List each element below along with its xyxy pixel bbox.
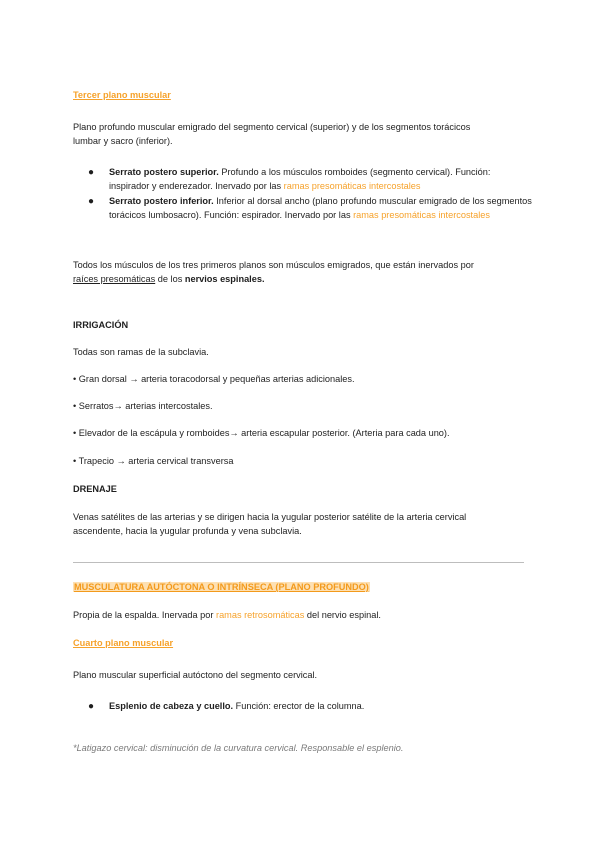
summary-mid: de los <box>155 274 185 285</box>
irrigation-intro: Todas son ramas de la subclavia. <box>73 347 209 357</box>
bullet-icon: ● <box>88 195 95 207</box>
irrigation-heading: IRRIGACIÓN <box>73 320 129 330</box>
section3-intro <box>73 120 533 149</box>
bullet-text: Inferior al dorsal ancho (plano profundo muscular emigrado de los segmentos torácicos lumbosacro). Función: espirador. Inervado por las <box>109 195 532 220</box>
deep-musculature-text <box>73 608 533 622</box>
deep-musculature-heading <box>73 580 533 594</box>
list-item <box>88 194 533 223</box>
summary-line: Todos los músculos de los tres primeros planos son músculos emigrados, que están inervados por <box>73 260 474 270</box>
bullet-title: Esplenio de cabeza y cuello. <box>109 701 234 711</box>
section3-summary <box>73 258 533 287</box>
deep-text-highlight: ramas retrosomáticas <box>216 610 305 620</box>
drainage-line: ascendente, hacia la yugular profunda y vena subclavia. <box>73 526 302 537</box>
footnote: *Latigazo cervical: disminución de la curvatura cervical. Responsable el esplenio. <box>73 743 404 753</box>
bullet-text: Función: erector de la columna. <box>233 701 365 711</box>
bullet-icon: ● <box>88 701 95 712</box>
bullet-title: Serrato postero superior. <box>109 167 219 177</box>
intro-line: lumbar y sacro (inferior). <box>73 136 173 147</box>
section4-bullet-list <box>88 699 533 713</box>
bullet-highlight: ramas presomáticas intercostales <box>353 209 490 220</box>
bullet-text: Profundo a los músculos romboides (segmento cervical). Función: inspirador y enderezador. Inervado por las <box>109 167 491 192</box>
section4-intro: Plano muscular superficial autóctono del segmento cervical. <box>73 670 318 680</box>
summary-link: raíces presomáticas <box>73 274 156 285</box>
deep-text-post: del nervio espinal. <box>304 610 381 620</box>
drainage-text <box>73 510 533 539</box>
heading-text: Tercer plano muscular <box>73 90 171 100</box>
bullet-icon: ● <box>88 167 95 178</box>
highlighted-heading: MUSCULATURA AUTÓCTONA O INTRÍNSECA (PLANO PROFUNDO) <box>74 582 369 592</box>
irrigation-item: • Gran dorsal → arteria toracodorsal y pequeñas arterias adicionales. <box>73 374 355 384</box>
intro-line: Plano profundo muscular emigrado del segmento cervical (superior) y de los segmentos torácicos <box>73 122 471 132</box>
summary-line <box>73 272 533 286</box>
section-heading-cuarto-plano <box>73 636 533 650</box>
deep-text-pre: Propia de la espalda. Inervada por <box>73 610 217 620</box>
horizontal-divider <box>73 562 524 563</box>
summary-bold: nervios espinales. <box>184 274 265 285</box>
section-heading-tercer-plano <box>73 88 533 102</box>
irrigation-item: • Trapecio → arteria cervical transversa <box>73 456 234 466</box>
heading-text: Cuarto plano muscular <box>73 638 174 648</box>
irrigation-item: • Serratos→ arterias intercostales. <box>73 401 213 411</box>
irrigation-item: • Elevador de la escápula y romboides→ arteria escapular posterior. (Arteria para cada uno). <box>73 428 450 438</box>
list-item <box>88 165 533 194</box>
bullet-highlight: ramas presomáticas intercostales <box>283 181 421 192</box>
bullet-title: Serrato postero inferior. <box>109 195 214 206</box>
drainage-line: Venas satélites de las arterias y se dirigen hacia la yugular posterior satélite de la arteria cervical <box>73 512 467 522</box>
muscle-bullet-list <box>88 165 533 222</box>
drainage-heading: DRENAJE <box>73 484 117 494</box>
list-item <box>88 699 533 713</box>
